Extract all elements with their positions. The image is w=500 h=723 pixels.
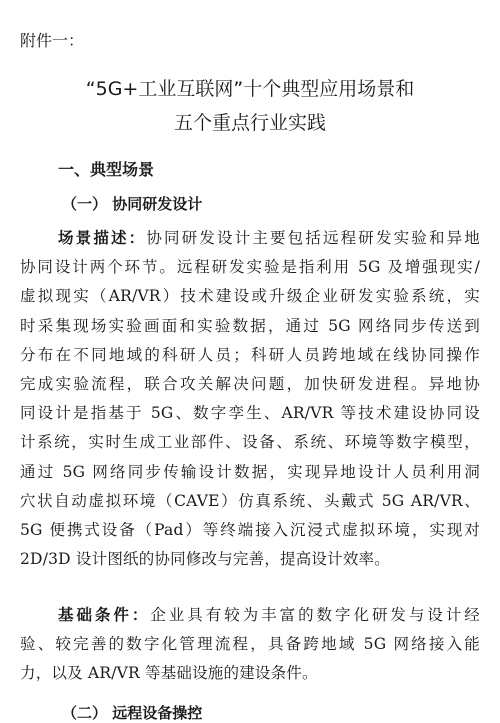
paragraph-line: 穴状自动虚拟环境（CAVE）仿真系统、头戴式 5G AR/VR、 (20, 491, 480, 510)
paragraph-line: 时采集现场实验画面和实验数据，通过 5G 网络同步传送到 (20, 316, 480, 335)
paragraph-line: 通过 5G 网络同步传输设计数据，实现异地设计人员利用洞 (20, 462, 480, 481)
paragraph-line: 同设计是指基于 5G、数字孪生、AR/VR 等技术建设协同设 (20, 404, 480, 423)
paragraph-line: 分布在不同地域的科研人员；科研人员跨地域在线协同操作 (20, 345, 480, 364)
paragraph-line: 2D/3D 设计图纸的协同修改与完善，提高设计效率。 (20, 550, 390, 569)
document-title-line1: “5G+工业互联网”十个典型应用场景和 (85, 78, 415, 100)
document-title-line2: 五个重点行业实践 (173, 112, 326, 134)
paragraph-line: 完成实验流程，联合攻关解决问题，加快研发进程。异地协 (20, 374, 480, 393)
paragraph-line: 验、较完善的数字化管理流程，具备跨地域 5G 网络接入能 (20, 635, 480, 654)
subsection-heading-1: （一） 协同研发设计 (62, 195, 203, 213)
paragraph-line-text: 协同研发设计主要包括远程研发实验和异地 (146, 229, 480, 247)
subsection-heading-2: （二） 远程设备操控 (62, 704, 203, 722)
paragraph-line-text: 企业具有较为丰富的数字化研发与设计经 (150, 606, 480, 624)
paragraph-line: 5G 便携式设备（Pad）等终端接入沉浸式虚拟环境，实现对 (20, 520, 480, 539)
paragraph-line (20, 601, 480, 630)
paragraph-line (20, 224, 480, 253)
basic-conditions-label: 基础条件： (58, 606, 151, 624)
basic-conditions-paragraph (20, 601, 480, 689)
paragraph-line: 力，以及 AR/VR 等基础设施的建设条件。 (20, 664, 318, 683)
scene-description-paragraph (20, 224, 480, 574)
paragraph-line: 虚拟现实（AR/VR）技术建设或升级企业研发实验系统，实 (20, 287, 480, 306)
paragraph-line: 协同设计两个环节。远程研发实验是指利用 5G 及增强现实/ (20, 258, 480, 277)
section-heading: 一、典型场景 (58, 160, 155, 179)
attachment-label: 附件一： (20, 31, 85, 50)
scene-description-label: 场景描述： (58, 229, 147, 247)
paragraph-line: 计系统，实时生成工业部件、设备、系统、环境等数字模型， (20, 433, 480, 452)
